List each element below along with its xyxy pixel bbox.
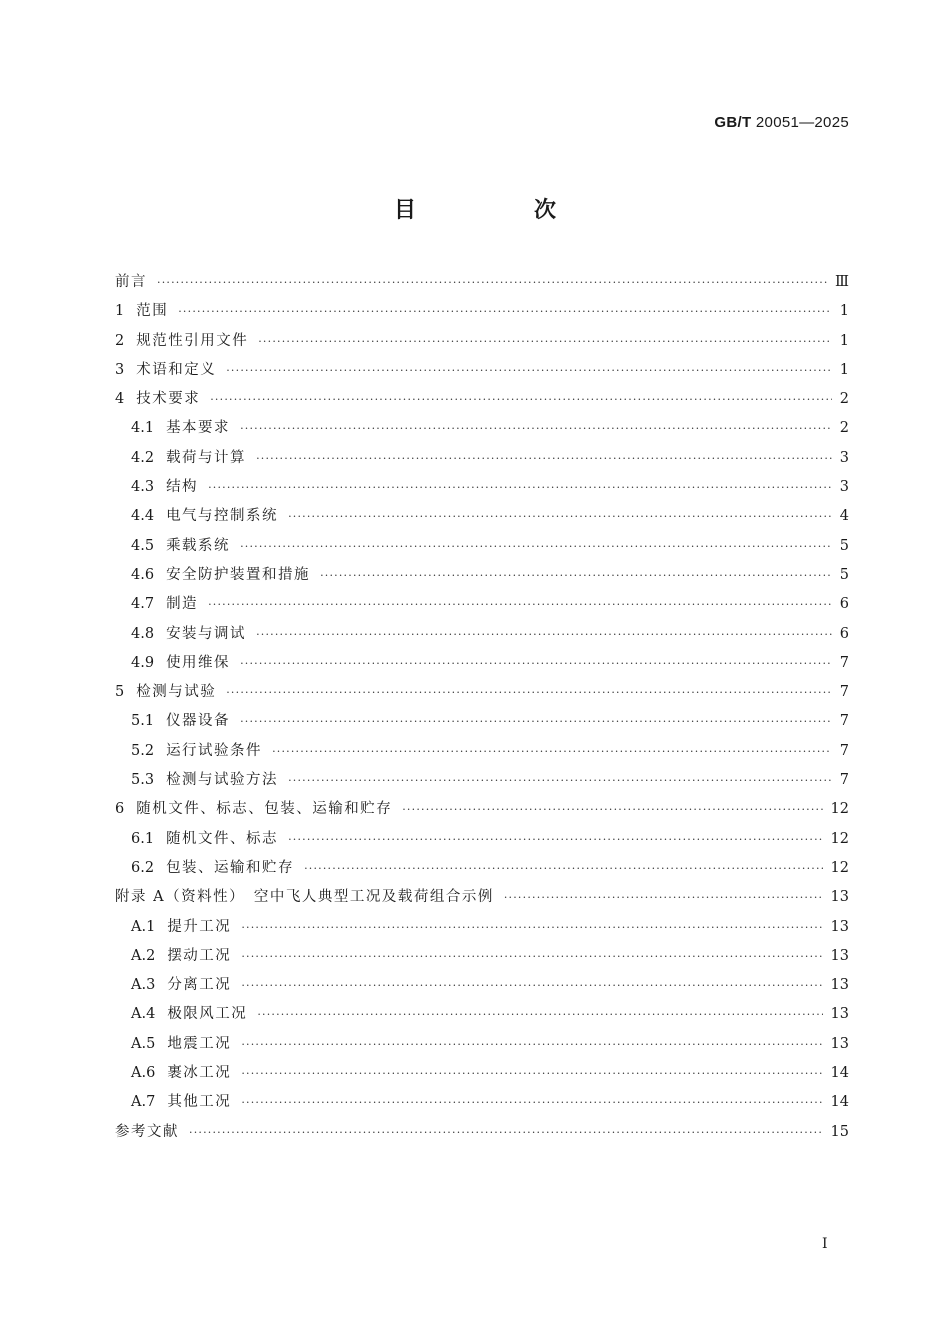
toc-entry-page: Ⅲ	[835, 274, 849, 290]
toc-entry[interactable]	[115, 534, 849, 563]
toc-entry[interactable]	[115, 1032, 849, 1061]
toc-entry-page: 13	[830, 947, 849, 964]
toc-entry-number: A.6	[131, 1065, 156, 1082]
toc-leader-dots	[256, 452, 832, 465]
toc-entry-label	[131, 944, 231, 965]
toc-entry[interactable]	[115, 358, 849, 387]
toc-leader-dots	[208, 481, 832, 494]
toc-entry-text: 地震工况	[167, 1035, 232, 1052]
toc-entry-text: 安装与调试	[166, 625, 247, 642]
toc-entry-page: 6	[839, 596, 849, 613]
page-number: Ⅰ	[822, 1236, 828, 1252]
toc-entry-text: 乘载系统	[166, 537, 231, 554]
toc-entry-text: 其他工况	[167, 1094, 232, 1111]
toc-entry-text: 随机文件、标志、包装、运输和贮存	[136, 801, 393, 818]
toc-entry-label	[115, 387, 200, 408]
toc-entry-text: 运行试验条件	[166, 742, 263, 759]
toc-entry-number: 1	[115, 303, 125, 320]
toc-entry-number: A.2	[131, 947, 156, 964]
toc-entry-number: 4.8	[131, 625, 155, 642]
toc-entry-text: 范围	[136, 303, 169, 320]
toc-entry-label	[131, 504, 278, 525]
toc-leader-dots	[189, 1126, 823, 1139]
toc-entry[interactable]	[115, 1120, 849, 1149]
toc-entry-number: 6	[115, 801, 125, 818]
toc-entry-number: 5	[115, 684, 125, 701]
toc-leader-dots	[240, 540, 832, 553]
toc-entry-page: 7	[839, 772, 849, 789]
toc-leader-dots	[288, 774, 832, 787]
toc-entry-number: A.5	[131, 1035, 156, 1052]
toc-leader-dots	[241, 1096, 822, 1109]
toc-entry[interactable]	[115, 915, 849, 944]
toc-leader-dots	[226, 364, 832, 377]
standard-code-prefix: GB/T	[714, 114, 752, 131]
toc-entry-page: 5	[839, 566, 849, 583]
toc-entry-page: 15	[830, 1123, 849, 1140]
toc-entry-number: 4.5	[131, 537, 155, 554]
toc-entry-page: 1	[839, 361, 849, 378]
toc-entry[interactable]	[115, 768, 849, 797]
toc-entry-page: 13	[830, 1035, 849, 1052]
toc-entry[interactable]	[115, 651, 849, 680]
toc-entry-page: 7	[839, 742, 849, 759]
toc-entry-label	[131, 592, 198, 613]
toc-entry-page: 3	[839, 449, 849, 466]
toc-entry-number: 4	[115, 391, 125, 408]
toc-entry[interactable]	[115, 973, 849, 1002]
toc-entry-page: 12	[830, 801, 849, 818]
toc-entry-label	[131, 1002, 247, 1023]
toc-entry-text: 规范性引用文件	[136, 332, 249, 349]
toc-leader-dots	[240, 422, 832, 435]
toc-entry-label	[131, 416, 230, 437]
toc-entry-number: 4.7	[131, 596, 155, 613]
toc-entry[interactable]	[115, 504, 849, 533]
toc-entry-label	[131, 475, 198, 496]
toc-entry[interactable]	[115, 387, 849, 416]
toc-entry[interactable]	[115, 270, 849, 299]
toc-entry-page: 14	[830, 1065, 849, 1082]
toc-entry-label	[131, 651, 230, 672]
toc-entry-text: 包装、运输和贮存	[166, 859, 295, 876]
toc-entry[interactable]	[115, 592, 849, 621]
toc-entry[interactable]	[115, 299, 849, 328]
toc-entry-text: 参考文献	[115, 1123, 179, 1140]
toc-leader-dots	[208, 598, 832, 611]
toc-entry-page: 12	[830, 859, 849, 876]
toc-entry-page: 3	[839, 479, 849, 496]
toc-entry-text: 载荷与计算	[166, 449, 247, 466]
toc-entry-label	[131, 827, 278, 848]
toc-entry-page: 4	[839, 508, 849, 525]
toc-entry-text: 结构	[166, 479, 199, 496]
toc-entry-page: 14	[830, 1094, 849, 1111]
toc-leader-dots	[304, 862, 822, 875]
toc-entry[interactable]	[115, 563, 849, 592]
toc-entry-text: 电气与控制系统	[166, 508, 279, 525]
toc-entry-page: 6	[839, 625, 849, 642]
toc-entry-text: 极限风工况	[167, 1006, 248, 1023]
toc-entry-text: 技术要求	[136, 391, 201, 408]
toc-entry-number: 4.1	[131, 420, 155, 437]
toc-entry-number: 4.2	[131, 449, 155, 466]
toc-entry-text: 检测与试验	[136, 684, 217, 701]
toc-entry-label	[131, 622, 246, 643]
toc-entry-number: 5.3	[131, 772, 155, 789]
toc-entry-label	[131, 856, 294, 877]
toc-leader-dots	[272, 745, 832, 758]
toc-entry-text: 前言	[115, 274, 147, 290]
toc-entry-label	[115, 680, 216, 701]
toc-entry-label	[131, 973, 231, 994]
toc-entry-label	[131, 1032, 231, 1053]
toc-entry-label	[115, 885, 494, 906]
toc-leader-dots	[240, 657, 832, 670]
toc-leader-dots	[240, 715, 832, 728]
toc-leader-dots	[241, 921, 822, 934]
toc-leader-dots	[288, 510, 832, 523]
toc-entry[interactable]	[115, 827, 849, 856]
toc-leader-dots	[257, 1008, 822, 1021]
toc-leader-dots	[157, 276, 827, 289]
toc-leader-dots	[241, 1067, 822, 1080]
toc-entry-number: 5.1	[131, 713, 155, 730]
toc-entry-page: 12	[830, 830, 849, 847]
toc-entry-page: 1	[839, 303, 849, 320]
toc-entry-label	[115, 299, 168, 320]
toc-entry-text: 仪器设备	[166, 713, 231, 730]
toc-entry-label	[131, 1061, 231, 1082]
toc-entry-label	[131, 768, 278, 789]
toc-leader-dots	[210, 393, 832, 406]
toc-entry-text: 摆动工况	[167, 947, 232, 964]
toc-entry-page: 2	[839, 391, 849, 408]
toc-entry-label	[115, 329, 248, 350]
standard-code	[714, 114, 849, 131]
toc-entry-text: 检测与试验方法	[166, 772, 279, 789]
toc-entry-page: 7	[839, 654, 849, 671]
toc-entry-label	[131, 739, 262, 760]
toc-entry-label	[115, 358, 216, 379]
toc-entry-text: 裹冰工况	[167, 1065, 232, 1082]
toc-entry[interactable]	[115, 709, 849, 738]
toc-entry-number: 6.2	[131, 859, 155, 876]
toc-entry[interactable]	[115, 622, 849, 651]
toc-entry-label	[115, 1120, 179, 1141]
toc-leader-dots	[241, 1038, 822, 1051]
toc-entry-page: 5	[839, 537, 849, 554]
toc-entry-number: 2	[115, 332, 125, 349]
toc-entry[interactable]	[115, 446, 849, 475]
toc-leader-dots	[258, 335, 832, 348]
toc-leader-dots	[288, 833, 822, 846]
toc-entry-page: 2	[839, 420, 849, 437]
toc-entry-number: 4.6	[131, 566, 155, 583]
toc-entry-number: 6.1	[131, 830, 155, 847]
toc-entry-text: 附录 A（资料性） 空中飞人典型工况及载荷组合示例	[115, 889, 494, 906]
toc-entry-text: 使用维保	[166, 654, 231, 671]
toc-entry-page: 13	[830, 1006, 849, 1023]
toc-leader-dots	[241, 979, 822, 992]
toc-entry-text: 基本要求	[166, 420, 231, 437]
toc-leader-dots	[226, 686, 832, 699]
toc-entry[interactable]	[115, 797, 849, 826]
toc-entry-text: 分离工况	[167, 977, 232, 994]
toc-entry-page: 7	[839, 684, 849, 701]
toc-entry[interactable]	[115, 416, 849, 445]
toc-entry[interactable]	[115, 944, 849, 973]
toc-entry-label	[131, 1090, 231, 1111]
toc-entry-page: 13	[830, 918, 849, 935]
table-of-contents	[115, 270, 849, 1149]
toc-entry-text: 制造	[166, 596, 199, 613]
standard-code-number: 20051—2025	[755, 114, 849, 131]
toc-leader-dots	[178, 305, 832, 318]
toc-leader-dots	[402, 803, 822, 816]
page-title: 目 次	[393, 197, 604, 223]
toc-entry-page: 13	[830, 977, 849, 994]
toc-leader-dots	[241, 950, 822, 963]
toc-entry[interactable]	[115, 739, 849, 768]
toc-entry-number: 3	[115, 361, 125, 378]
toc-entry-text: 随机文件、标志	[166, 830, 279, 847]
toc-entry-page: 7	[839, 713, 849, 730]
toc-entry-number: 4.9	[131, 654, 155, 671]
toc-entry-number: A.4	[131, 1006, 156, 1023]
toc-entry-text: 术语和定义	[136, 361, 217, 378]
toc-entry-page: 1	[839, 332, 849, 349]
toc-entry[interactable]	[115, 475, 849, 504]
toc-entry[interactable]	[115, 329, 849, 358]
toc-entry-number: 4.3	[131, 479, 155, 496]
toc-entry-label	[131, 915, 231, 936]
toc-entry-number: A.3	[131, 977, 156, 994]
toc-entry-number: 5.2	[131, 742, 155, 759]
toc-entry[interactable]	[115, 1002, 849, 1031]
toc-entry-text: 提升工况	[167, 918, 232, 935]
toc-entry-number: A.7	[131, 1094, 156, 1111]
toc-entry[interactable]	[115, 856, 849, 885]
toc-entry-label	[131, 563, 310, 584]
toc-entry-number: 4.4	[131, 508, 155, 525]
toc-entry-label	[131, 534, 230, 555]
toc-leader-dots	[504, 891, 823, 904]
toc-leader-dots	[320, 569, 832, 582]
toc-entry-label	[131, 446, 246, 467]
toc-entry-page: 13	[830, 889, 849, 906]
toc-entry-label	[131, 709, 230, 730]
toc-entry[interactable]	[115, 1061, 849, 1090]
toc-entry[interactable]	[115, 680, 849, 709]
toc-leader-dots	[256, 628, 832, 641]
toc-entry[interactable]	[115, 885, 849, 914]
toc-entry-text: 安全防护装置和措施	[166, 566, 311, 583]
toc-entry-label	[115, 270, 147, 291]
toc-entry-label	[115, 797, 392, 818]
toc-entry[interactable]	[115, 1090, 849, 1119]
toc-entry-number: A.1	[131, 918, 156, 935]
